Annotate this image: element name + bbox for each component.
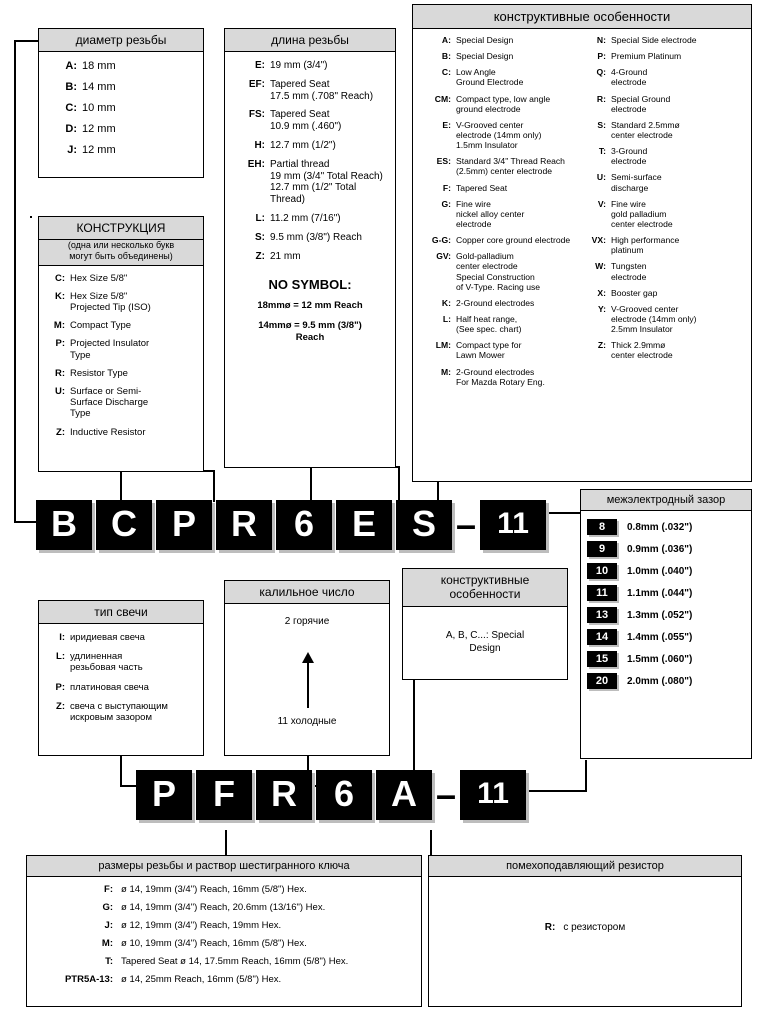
gap-code: 14 bbox=[587, 629, 617, 645]
list-item bbox=[43, 81, 199, 94]
list-item-key: P: bbox=[55, 338, 65, 350]
list-item-value: свеча с выступающим искровым зазором bbox=[70, 700, 168, 724]
connector-line bbox=[398, 466, 400, 502]
list-item-key: T: bbox=[105, 956, 113, 967]
gap-code: 11 bbox=[587, 585, 617, 601]
list-item-key: Z: bbox=[56, 700, 65, 712]
thread-length-title: длина резьбы bbox=[225, 29, 395, 52]
gap-item bbox=[587, 651, 745, 667]
list-item-key: G: bbox=[441, 198, 451, 209]
list-item-value: Standard 2.5mmø center electrode bbox=[611, 119, 680, 140]
code-tile: E bbox=[336, 500, 392, 550]
list-item bbox=[417, 298, 580, 308]
gap-item bbox=[587, 673, 745, 689]
connector-line bbox=[213, 470, 215, 502]
gap-item bbox=[587, 563, 745, 579]
construction-subtitle: (одна или несколько букв могут быть объединены) bbox=[39, 240, 203, 266]
list-item-key: K: bbox=[54, 290, 65, 302]
list-item bbox=[229, 140, 391, 152]
connector-line bbox=[225, 830, 227, 855]
list-item-value: ø 14, 19mm (3/4") Reach, 16mm (5/8") Hex. bbox=[121, 884, 307, 895]
gap-value: 1.4mm (.055") bbox=[627, 631, 693, 643]
list-item-value: V-Grooved center electrode (14mm only) 1.5mm Insulator bbox=[456, 119, 542, 151]
list-item-key: F: bbox=[442, 182, 451, 193]
design-features2-box bbox=[402, 568, 568, 680]
list-item-key: G-G: bbox=[431, 235, 451, 246]
list-item bbox=[229, 232, 391, 244]
list-item-key: V: bbox=[597, 198, 606, 209]
thread-length-box bbox=[224, 28, 396, 468]
list-item-key: PTR5A-13: bbox=[64, 974, 113, 985]
list-item-key: D: bbox=[65, 122, 77, 135]
design-features-left-col bbox=[417, 35, 584, 393]
list-item-value: 12 mm bbox=[82, 143, 116, 156]
list-item-value: ø 14, 19mm (3/4") Reach, 20.6mm (13/16") Hex. bbox=[121, 902, 326, 913]
list-item bbox=[417, 51, 580, 61]
list-item bbox=[43, 291, 199, 313]
no-symbol-line: 14mmø = 9.5 mm (3/8") Reach bbox=[258, 320, 362, 344]
list-item-value: High performance platinum bbox=[611, 235, 680, 256]
list-item bbox=[584, 261, 747, 281]
list-item-key: M: bbox=[53, 320, 65, 332]
construction-title: КОНСТРУКЦИЯ bbox=[39, 217, 203, 240]
gap-value: 1.0mm (.040") bbox=[627, 565, 693, 577]
list-item bbox=[229, 159, 391, 206]
list-item bbox=[43, 123, 199, 136]
list-item-key: L: bbox=[442, 313, 451, 324]
list-item bbox=[584, 35, 747, 45]
resistor-box bbox=[428, 855, 742, 1007]
gap-title: межэлектродный зазор bbox=[581, 490, 751, 511]
list-item-value: ø 12, 19mm (3/4") Reach, 19mm Hex. bbox=[121, 920, 282, 931]
list-item bbox=[43, 386, 199, 420]
list-item-key: K: bbox=[441, 297, 451, 308]
list-item bbox=[417, 156, 580, 176]
list-item-value: 14 mm bbox=[82, 80, 116, 93]
connector-line bbox=[120, 755, 122, 787]
list-item bbox=[584, 94, 747, 114]
list-item-value: ø 10, 19mm (3/4") Reach, 16mm (5/8") Hex. bbox=[121, 938, 307, 949]
list-item-key: M: bbox=[440, 366, 451, 377]
list-item-key: Y: bbox=[598, 303, 606, 314]
thread-sizes-box bbox=[26, 855, 422, 1007]
list-item-value: Compact type for Lawn Mower bbox=[456, 340, 522, 361]
list-item bbox=[584, 67, 747, 87]
list-item-key: C: bbox=[65, 101, 77, 114]
plug-type-box bbox=[38, 600, 204, 756]
no-symbol-title: NO SYMBOL: bbox=[268, 277, 352, 293]
list-item bbox=[43, 701, 199, 723]
list-item bbox=[43, 338, 199, 360]
list-item-value: Tapered Seat 10.9 mm (.460") bbox=[270, 109, 342, 133]
list-item-key: LM: bbox=[435, 340, 451, 351]
gap-box bbox=[580, 489, 752, 759]
heat-range-box bbox=[224, 580, 390, 756]
design-features2-body: A, B, C...: Special Design bbox=[445, 629, 525, 655]
list-item bbox=[417, 340, 580, 360]
list-item-key: E: bbox=[442, 119, 451, 130]
code-tile: 6 bbox=[316, 770, 372, 820]
list-item bbox=[33, 902, 415, 913]
list-item-key: EF: bbox=[248, 78, 265, 90]
thread-length-no-symbol bbox=[225, 277, 395, 344]
list-item-key: P: bbox=[597, 51, 606, 62]
list-item-value: 9.5 mm (3/8") Reach bbox=[270, 231, 362, 243]
list-item-key: S: bbox=[255, 231, 265, 243]
gap-item bbox=[587, 541, 745, 557]
list-item-key: FS: bbox=[248, 109, 265, 121]
list-item-key: A: bbox=[441, 35, 451, 45]
gap-value: 0.9mm (.036") bbox=[627, 543, 693, 555]
list-item bbox=[43, 651, 199, 673]
list-item bbox=[584, 288, 747, 298]
list-item-value: 21 mm bbox=[270, 250, 301, 262]
list-item-value: иридиевая свеча bbox=[70, 632, 145, 643]
list-item bbox=[43, 144, 199, 157]
gap-code: 9 bbox=[587, 541, 617, 557]
code-tile: A bbox=[376, 770, 432, 820]
resistor-title: помехоподавляющий резистор bbox=[429, 856, 741, 877]
list-item-value: Special Design bbox=[456, 35, 514, 45]
list-item-value: Low Angle Ground Electrode bbox=[456, 67, 524, 88]
list-item bbox=[43, 632, 199, 643]
list-item-key: W: bbox=[595, 261, 606, 272]
gap-code: 20 bbox=[587, 673, 617, 689]
list-item-value: 19 mm (3/4") bbox=[270, 60, 328, 71]
list-item-value: Hex Size 5/8" Projected Tip (ISO) bbox=[70, 290, 151, 313]
connector-line bbox=[310, 466, 312, 502]
list-item-value: Tapered Seat bbox=[456, 182, 508, 193]
plug-type-title: тип свечи bbox=[39, 601, 203, 624]
list-item-key: S: bbox=[597, 119, 606, 130]
thread-sizes-list bbox=[27, 877, 421, 999]
list-item bbox=[584, 235, 747, 255]
list-item bbox=[417, 251, 580, 292]
list-item-key: C: bbox=[54, 272, 65, 284]
code-tile-suffix: 11 bbox=[480, 500, 546, 550]
list-item-value: Special Ground electrode bbox=[611, 93, 671, 114]
code-tile: 6 bbox=[276, 500, 332, 550]
list-item-value: Inductive Resistor bbox=[70, 426, 146, 438]
list-item-key: X: bbox=[597, 287, 606, 298]
code-tile: F bbox=[196, 770, 252, 820]
list-item-key: EH: bbox=[247, 158, 265, 170]
thread-length-list bbox=[225, 52, 395, 273]
list-item-key: M: bbox=[101, 938, 113, 949]
list-item-key: J: bbox=[67, 143, 77, 156]
gap-list bbox=[581, 511, 751, 703]
list-item-value: 18 mm bbox=[82, 60, 116, 72]
code-tile: R bbox=[216, 500, 272, 550]
connector-line bbox=[585, 760, 587, 792]
list-item-key: U: bbox=[54, 386, 65, 398]
gap-item bbox=[587, 607, 745, 623]
list-item-key: R: bbox=[596, 93, 606, 104]
connector-line bbox=[120, 470, 122, 500]
list-item-key: G: bbox=[102, 902, 113, 913]
no-symbol-line: 18mmø = 12 mm Reach bbox=[257, 300, 363, 312]
list-item-value: Partial thread 19 mm (3/4" Total Reach) 12.7 mm (1/2" Total Thread) bbox=[270, 158, 383, 206]
list-item bbox=[229, 79, 391, 103]
list-item-value: Tungsten electrode bbox=[611, 261, 647, 282]
list-item bbox=[584, 172, 747, 192]
list-item bbox=[229, 251, 391, 263]
list-item bbox=[43, 60, 199, 73]
gap-code: 10 bbox=[587, 563, 617, 579]
code-tile: P bbox=[136, 770, 192, 820]
list-item-value: Gold-palladium center electrode Special Construction of V-Type. Racing use bbox=[456, 251, 541, 292]
list-item-key: J: bbox=[104, 920, 113, 931]
list-item bbox=[43, 273, 199, 284]
code-strip-1 bbox=[36, 500, 546, 550]
list-item-value: 11.2 mm (7/16") bbox=[270, 212, 341, 224]
gap-item bbox=[587, 585, 745, 601]
list-item-value: Projected Insulator Type bbox=[70, 338, 150, 361]
list-item-key: Z: bbox=[56, 426, 65, 438]
gap-item bbox=[587, 629, 745, 645]
design-features-box bbox=[412, 4, 752, 482]
list-item-value: платиновая свеча bbox=[70, 681, 149, 693]
list-item-value: 12 mm bbox=[82, 122, 116, 135]
list-item-value: 12.7 mm (1/2") bbox=[270, 139, 336, 151]
design-features-title: конструктивные особенности bbox=[413, 5, 751, 29]
thread-diameter-list bbox=[39, 52, 203, 169]
list-item-key: T: bbox=[598, 146, 606, 157]
code-strip-2 bbox=[136, 770, 526, 820]
plug-type-list bbox=[39, 624, 203, 735]
code-tile: R bbox=[256, 770, 312, 820]
resistor-key: R: bbox=[544, 921, 556, 933]
list-item-key: Z: bbox=[255, 250, 265, 262]
list-item-value: Premium Platinum bbox=[611, 51, 682, 62]
list-item-value: ø 14, 25mm Reach, 16mm (5/8") Hex. bbox=[121, 974, 282, 985]
list-item-value: Tapered Seat 17.5 mm (.708" Reach) bbox=[270, 78, 374, 102]
code-dash: – bbox=[456, 504, 477, 545]
connector-line bbox=[520, 790, 587, 792]
list-item-value: 2-Ground electrodes bbox=[456, 297, 535, 308]
list-item bbox=[229, 60, 391, 72]
thread-diameter-box bbox=[38, 28, 204, 178]
list-item-key: I: bbox=[59, 632, 65, 643]
list-item-key: GV: bbox=[436, 251, 451, 262]
list-item-key: Z: bbox=[597, 340, 606, 351]
heat-range-title: калильное число bbox=[225, 581, 389, 604]
list-item bbox=[584, 120, 747, 140]
list-item bbox=[43, 320, 199, 331]
list-item-value: Standard 3/4" Thread Reach (2.5mm) center electrode bbox=[456, 156, 565, 177]
list-item-value: 2-Ground electrodes For Mazda Rotary Eng. bbox=[456, 366, 545, 387]
list-item-value: Semi-surface discharge bbox=[611, 172, 662, 193]
list-item-key: A: bbox=[65, 60, 77, 72]
list-item bbox=[584, 340, 747, 360]
list-item-key: L: bbox=[56, 651, 65, 663]
list-item bbox=[417, 235, 580, 245]
list-item-key: ES: bbox=[436, 156, 451, 167]
code-dash: – bbox=[436, 774, 457, 815]
connector-line bbox=[14, 40, 16, 523]
list-item bbox=[584, 146, 747, 166]
list-item-key: L: bbox=[255, 212, 265, 224]
resistor-value: с резистором bbox=[563, 921, 626, 933]
list-item-value: Fine wire nickel alloy center electrode bbox=[456, 198, 525, 229]
list-item bbox=[33, 920, 415, 931]
list-item-value: Half heat range, (See spec. chart) bbox=[456, 313, 522, 335]
design-features-right-col bbox=[584, 35, 747, 393]
list-item-key: U: bbox=[596, 172, 606, 183]
heat-range-top-label: 2 горячие bbox=[284, 616, 330, 627]
list-item-value: Fine wire gold palladium center electrode bbox=[611, 198, 673, 229]
list-item bbox=[417, 67, 580, 87]
list-item bbox=[33, 938, 415, 949]
list-item-value: 4-Ground electrode bbox=[611, 67, 648, 88]
list-item bbox=[417, 199, 580, 229]
list-item bbox=[584, 51, 747, 61]
construction-box bbox=[38, 216, 204, 472]
list-item-value: Tapered Seat ø 14, 17.5mm Reach, 16mm (5/8") Hex. bbox=[121, 956, 349, 967]
list-item-value: 10 mm bbox=[82, 101, 116, 114]
gap-value: 1.3mm (.052") bbox=[627, 609, 693, 621]
list-item-value: Booster gap bbox=[611, 287, 658, 298]
list-item bbox=[417, 183, 580, 193]
list-item-value: Compact type, low angle ground electrode bbox=[456, 93, 551, 114]
list-item-value: Copper core ground electrode bbox=[456, 235, 571, 246]
list-item-value: 3-Ground electrode bbox=[611, 146, 648, 167]
list-item bbox=[417, 314, 580, 334]
list-item bbox=[584, 199, 747, 229]
gap-code: 13 bbox=[587, 607, 617, 623]
thread-sizes-title: размеры резьбы и раствор шестигранного ключа bbox=[27, 856, 421, 877]
list-item-value: Surface or Semi- Surface Discharge Type bbox=[70, 386, 149, 420]
connector-line bbox=[430, 830, 432, 855]
list-item bbox=[43, 427, 199, 438]
list-item-value: удлиненная резьбовая часть bbox=[70, 651, 143, 674]
up-arrow-icon bbox=[298, 652, 318, 708]
list-item bbox=[33, 956, 415, 967]
gap-value: 0.8mm (.032") bbox=[627, 521, 693, 533]
list-item-key: B: bbox=[441, 51, 451, 62]
list-item bbox=[417, 367, 580, 387]
list-item-value: Special Design bbox=[456, 51, 514, 62]
list-item-key: H: bbox=[254, 139, 265, 151]
gap-value: 2.0mm (.080") bbox=[627, 675, 693, 687]
list-item-key: E: bbox=[255, 60, 265, 71]
list-item-value: Hex Size 5/8" bbox=[70, 272, 128, 284]
list-item bbox=[33, 884, 415, 895]
list-item-key: R: bbox=[54, 367, 65, 379]
connector-line bbox=[14, 40, 38, 42]
list-item bbox=[43, 102, 199, 115]
gap-item bbox=[587, 519, 745, 535]
list-item bbox=[417, 120, 580, 150]
code-tile-suffix: 11 bbox=[460, 770, 526, 820]
gap-code: 8 bbox=[587, 519, 617, 535]
gap-code: 15 bbox=[587, 651, 617, 667]
list-item bbox=[584, 304, 747, 334]
code-tile: S bbox=[396, 500, 452, 550]
list-item bbox=[33, 974, 415, 985]
construction-list bbox=[39, 266, 203, 449]
list-item-key: F: bbox=[104, 884, 113, 895]
list-item-key: P: bbox=[55, 681, 65, 693]
gap-value: 1.5mm (.060") bbox=[627, 653, 693, 665]
list-item bbox=[417, 94, 580, 114]
list-item-key: VX: bbox=[591, 235, 606, 246]
connector-line bbox=[437, 480, 439, 502]
code-tile: P bbox=[156, 500, 212, 550]
list-item bbox=[229, 213, 391, 225]
list-item-key: Q: bbox=[596, 67, 606, 78]
connector-line bbox=[30, 216, 32, 218]
list-item-value: Resistor Type bbox=[70, 367, 128, 379]
list-item bbox=[417, 35, 580, 45]
resistor-item bbox=[429, 877, 741, 977]
heat-range-bottom-label: 11 холодные bbox=[277, 716, 337, 727]
thread-diameter-title: диаметр резьбы bbox=[39, 29, 203, 52]
list-item-value: Compact Type bbox=[70, 320, 132, 332]
list-item-value: Thick 2.9mmø center electrode bbox=[611, 340, 673, 361]
design-features2-title: конструктивные особенности bbox=[403, 569, 567, 607]
list-item-key: CM: bbox=[434, 93, 451, 104]
code-tile: B bbox=[36, 500, 92, 550]
list-item-key: B: bbox=[65, 80, 77, 93]
list-item bbox=[229, 109, 391, 133]
gap-value: 1.1mm (.044") bbox=[627, 587, 693, 599]
list-item bbox=[43, 368, 199, 379]
list-item-key: C: bbox=[441, 67, 451, 78]
list-item-key: N: bbox=[596, 35, 606, 45]
code-tile: C bbox=[96, 500, 152, 550]
list-item-value: Special Side electrode bbox=[611, 35, 697, 45]
list-item-value: V-Grooved center electrode (14mm only) 2.5mm Insulator bbox=[611, 303, 697, 335]
list-item bbox=[43, 682, 199, 693]
